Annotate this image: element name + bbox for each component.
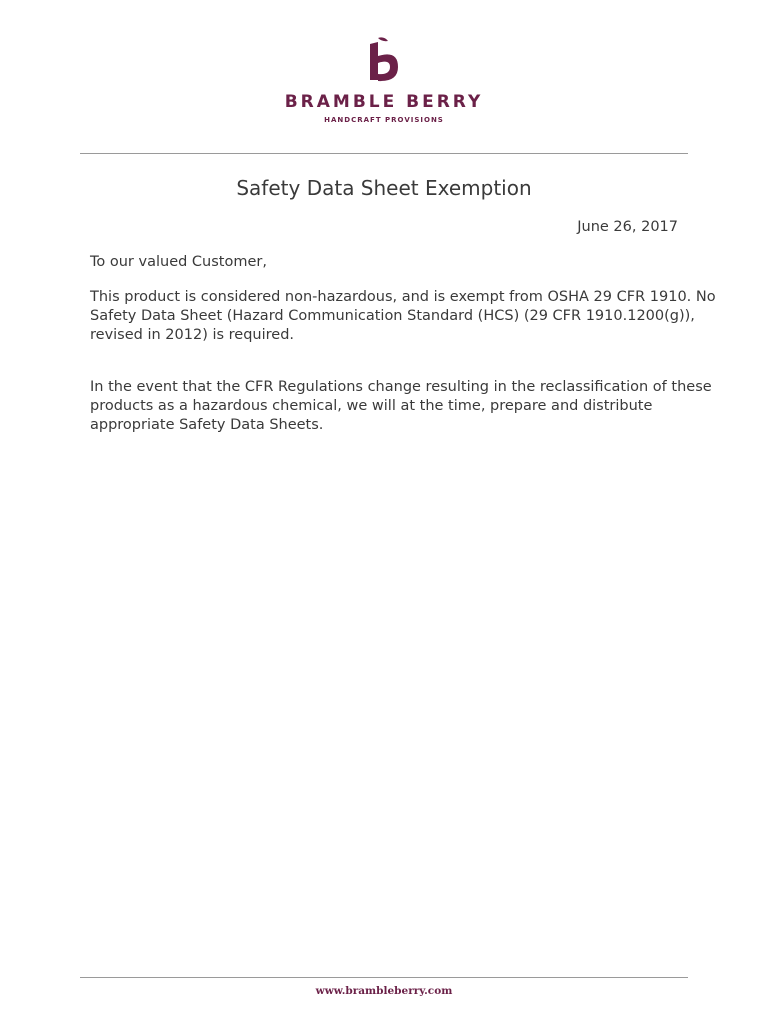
footer-website-link[interactable]: www.brambleberry.com	[315, 985, 453, 997]
greeting: To our valued Customer,	[90, 254, 267, 270]
document-title: Safety Data Sheet Exemption	[236, 176, 532, 200]
brand-logo	[0, 36, 768, 124]
header-divider	[80, 153, 688, 154]
paragraph-line: products as a hazardous chemical, we will at the time, prepare and distribute	[90, 398, 653, 414]
paragraph-line: In the event that the CFR Regulations change resulting in the reclassification of these	[90, 379, 712, 395]
paragraph-line: Safety Data Sheet (Hazard Communication Standard (HCS) (29 CFR 1910.1200(g)),	[90, 308, 695, 324]
exemption-paragraph	[90, 288, 716, 345]
brand-tagline: HANDCRAFT PROVISIONS	[324, 116, 444, 124]
document-date: June 26, 2017	[577, 219, 678, 235]
paragraph-line: revised in 2012) is required.	[90, 327, 295, 343]
brand-name: BRAMBLE BERRY	[284, 92, 484, 112]
paragraph-line: appropriate Safety Data Sheets.	[90, 417, 324, 433]
berry-b-icon	[364, 36, 404, 84]
footer-divider	[80, 977, 688, 978]
paragraph-line: This product is considered non-hazardous, and is exempt from OSHA 29 CFR 1910. No	[90, 289, 716, 305]
reclassification-paragraph	[90, 378, 712, 435]
